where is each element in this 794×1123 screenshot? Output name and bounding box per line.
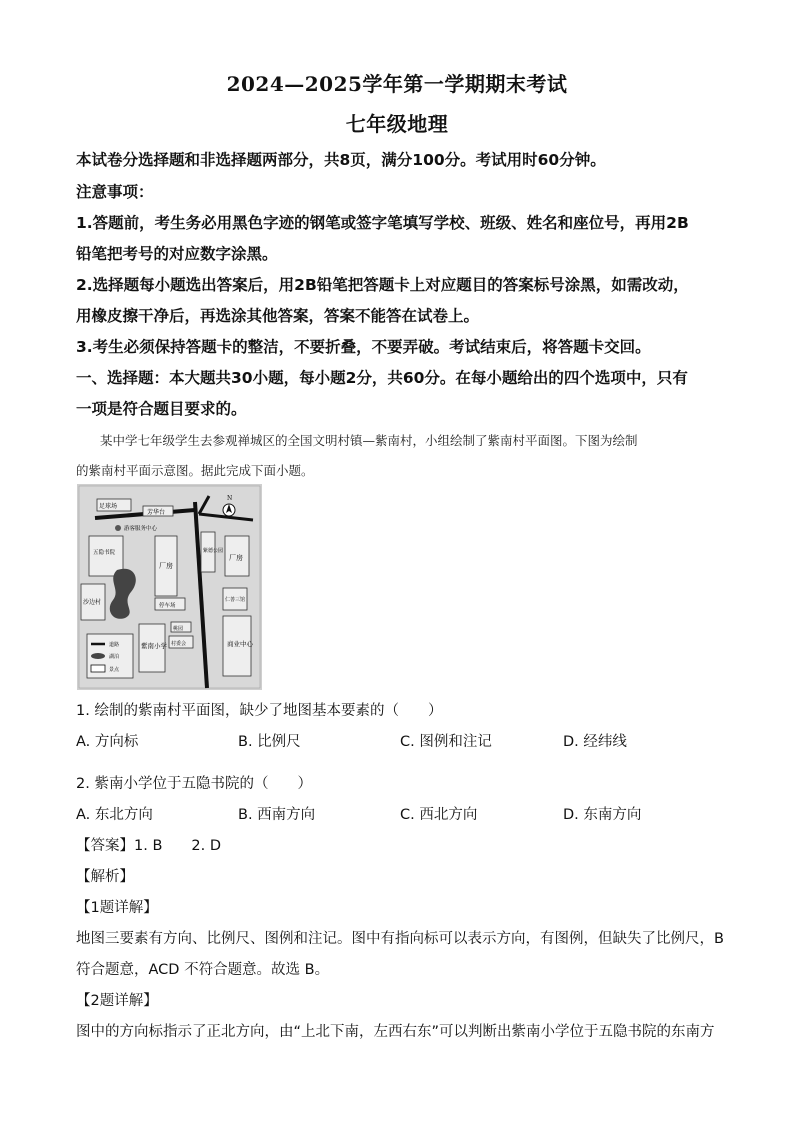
question-1-option-b[interactable]: B. 比例尺: [238, 734, 301, 750]
analysis-heading: 【解析】: [76, 869, 134, 885]
factory-2-label: 厂房: [229, 554, 243, 562]
detail-1-line-a: 地图三要素有方向、比例尺、图例和注记。图中有指向标可以表示方向，有图例，但缺失了比例尺，B: [76, 931, 724, 947]
section-heading-b: 一项是符合题目要求的。: [76, 400, 247, 418]
exam-subtitle: 七年级地理: [345, 112, 449, 136]
answer-text: 1. B 2. D: [134, 838, 221, 854]
question-1-option-d[interactable]: D. 经纬线: [563, 734, 627, 750]
visitor-center-label: 游客服务中心: [124, 526, 158, 532]
notice-heading: 注意事项：: [76, 183, 154, 201]
peach-label: 桃园: [173, 626, 184, 632]
section-heading-a: 一、选择题：本大题共30小题，每小题2分，共60分。在每小题给出的四个选项中，只有: [76, 369, 688, 387]
legend-road: 道路: [109, 642, 120, 648]
note-1a: 1.答题前，考生务必用黑色字迹的钢笔或签字笔填写学校、班级、姓名和座位号，再用2B: [76, 214, 689, 232]
legend-spot: 景点: [109, 667, 120, 673]
stadium-label: 足球场: [99, 503, 118, 510]
note-1b: 铅笔把考号的对应数字涂黑。: [76, 245, 278, 263]
note-2b: 用橡皮擦干净后，再选涂其他答案，答案不能答在试卷上。: [76, 307, 480, 325]
answer-tag: 【答案】: [76, 838, 134, 854]
parking-label: 停车场: [159, 603, 176, 609]
answer-line: [76, 834, 726, 855]
legend-lake: 湖泊: [109, 654, 120, 660]
passage-line-2: 的紫南村平面示意图。据此完成下面小题。: [76, 463, 314, 478]
question-1-stem: 1. 绘制的紫南村平面图，缺少了地图基本要素的（ ）: [76, 703, 443, 719]
question-2-stem: 2. 紫南小学位于五隐书院的（ ）: [76, 776, 312, 792]
detail-2-line-a: 图中的方向标指示了正北方向，由“上北下南，左西右东”可以判断出紫南小学位于五隐书院的东南方: [76, 1024, 715, 1040]
exam-title: 2024—2025学年第一学期期末考试: [226, 72, 568, 96]
passage-line-1: 某中学七年级学生去参观禅城区的全国文明村镇—紫南村，小组绘制了紫南村平面图。下图为绘制: [100, 433, 638, 448]
note-2a: 2.选择题每小题选出答案后，用2B铅笔把答题卡上对应题目的答案标号涂黑，如需改动，: [76, 276, 689, 294]
question-2-option-b[interactable]: B. 西南方向: [238, 807, 316, 823]
detail-1-line-b: 符合题意，ACD 不符合题意。故选 B。: [76, 962, 330, 978]
park-label: 紫德公园: [203, 548, 224, 554]
shabian-label: 沙边村: [83, 599, 102, 606]
question-2-option-a[interactable]: A. 东北方向: [76, 807, 153, 823]
shop-label: 芳华台: [147, 509, 166, 516]
village-committee-label: 村委会: [171, 641, 187, 647]
note-3: 3.考生必须保持答题卡的整洁，不要折叠，不要弄破。考试结束后，将答题卡交回。: [76, 338, 651, 356]
north-label: N: [227, 495, 233, 502]
question-2-option-d[interactable]: D. 东南方向: [563, 807, 642, 823]
detail-1-heading: 【1题详解】: [76, 900, 158, 916]
question-1-option-c[interactable]: C. 图例和注记: [400, 734, 492, 750]
intro-line: 本试卷分选择题和非选择题两部分，共8页，满分100分。考试用时60分钟。: [76, 151, 606, 169]
wuyin-label: 五隐书院: [93, 550, 116, 556]
renshan-label: 仁善三馆: [225, 597, 246, 603]
question-1-option-a[interactable]: A. 方向标: [76, 734, 139, 750]
factory-1-label: 厂房: [159, 562, 173, 570]
market-label: 商业中心: [227, 640, 253, 648]
village-map: [77, 484, 262, 690]
detail-2-heading: 【2题详解】: [76, 993, 158, 1009]
school-label: 紫南小学: [141, 642, 167, 650]
question-2-option-c[interactable]: C. 西北方向: [400, 807, 478, 823]
